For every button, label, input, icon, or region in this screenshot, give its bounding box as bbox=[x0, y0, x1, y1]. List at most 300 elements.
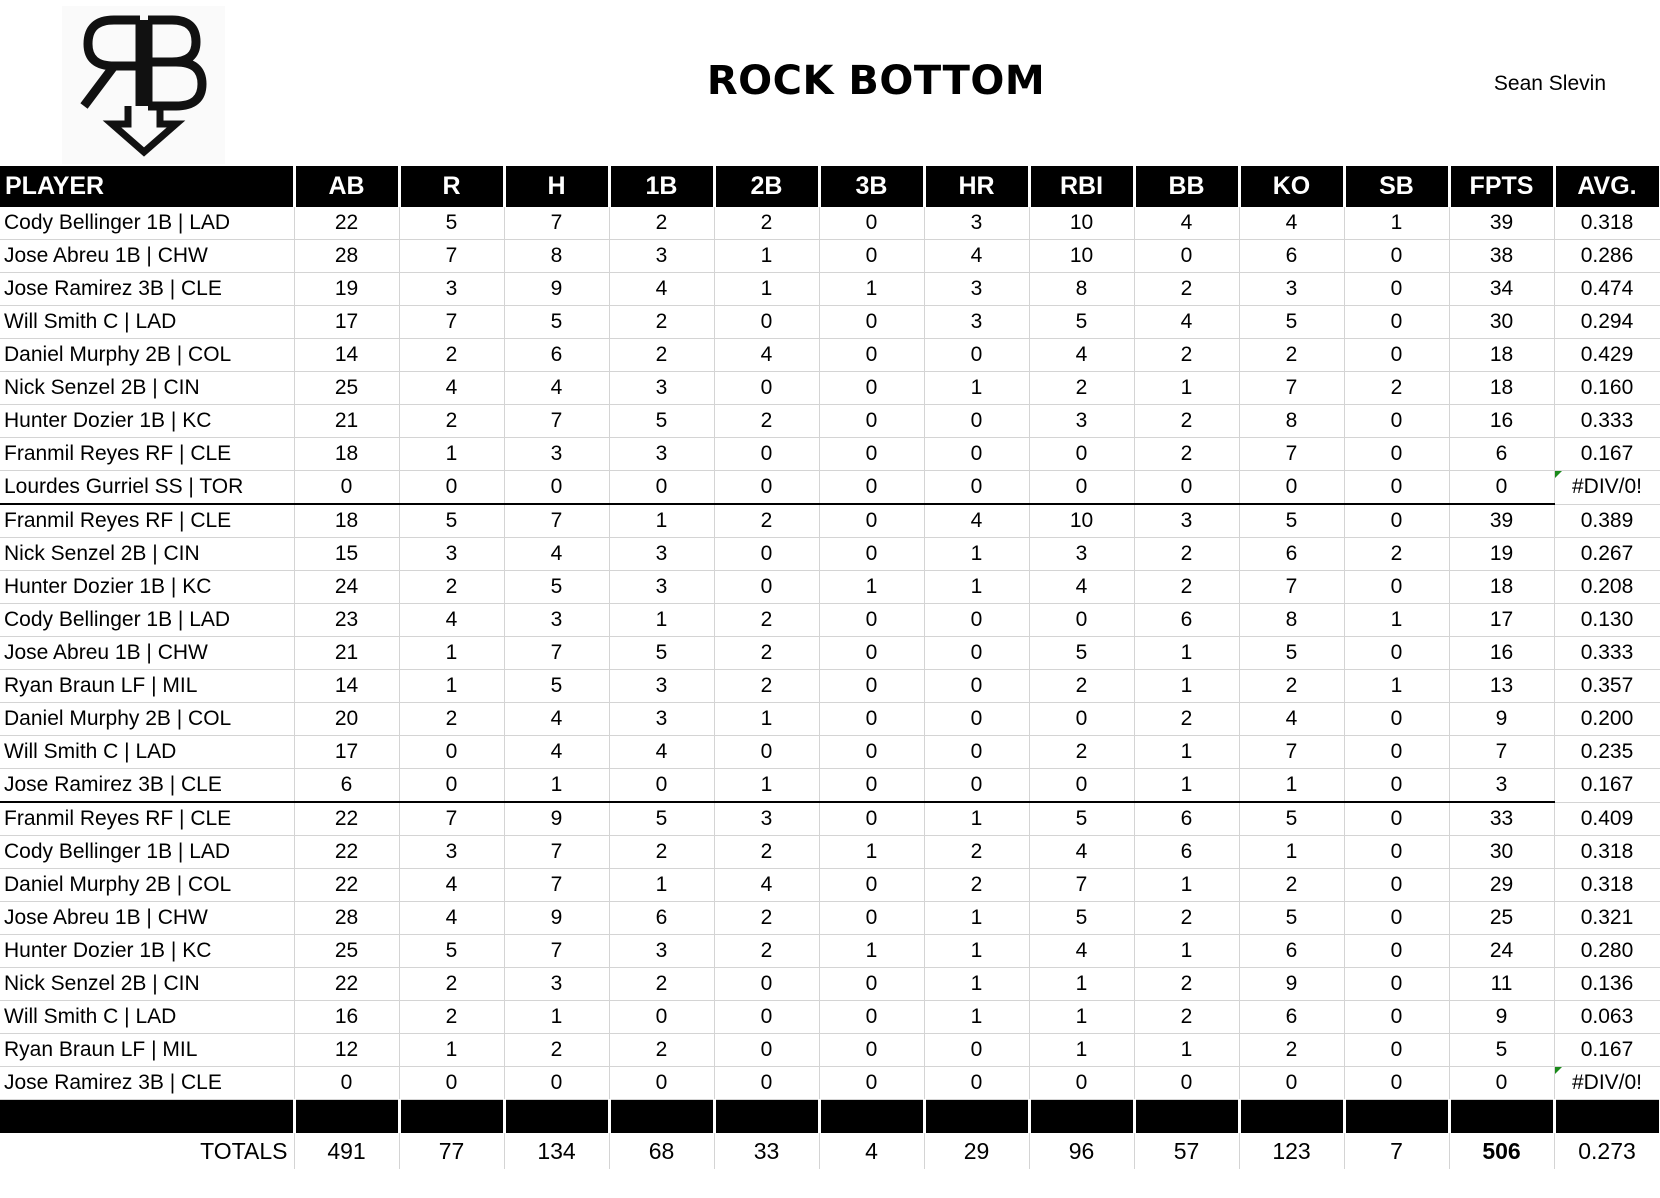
stat-cell[interactable]: 3 bbox=[399, 836, 504, 869]
stat-cell[interactable]: 7 bbox=[504, 504, 609, 538]
stat-cell[interactable]: 4 bbox=[714, 869, 819, 902]
stat-cell[interactable]: 4 bbox=[1029, 935, 1134, 968]
player-name-cell[interactable]: Franmil Reyes RF | CLE bbox=[0, 504, 294, 538]
stat-cell[interactable]: 2 bbox=[714, 670, 819, 703]
stat-cell[interactable]: 0 bbox=[924, 736, 1029, 769]
stat-cell[interactable]: 1 bbox=[819, 273, 924, 306]
stat-cell[interactable]: 3 bbox=[504, 604, 609, 637]
stat-cell[interactable]: 2 bbox=[1029, 670, 1134, 703]
stat-cell[interactable]: 5 bbox=[1239, 504, 1344, 538]
stat-cell[interactable]: 3 bbox=[609, 372, 714, 405]
stat-cell[interactable]: 6 bbox=[1134, 604, 1239, 637]
stat-cell[interactable]: 0 bbox=[1029, 604, 1134, 637]
stat-cell[interactable]: 11 bbox=[1449, 968, 1554, 1001]
stat-cell[interactable]: 28 bbox=[294, 902, 399, 935]
stat-cell[interactable]: 3 bbox=[924, 306, 1029, 339]
stat-cell[interactable]: 0 bbox=[714, 306, 819, 339]
stat-cell[interactable]: 3 bbox=[504, 438, 609, 471]
column-header[interactable]: AB bbox=[294, 166, 399, 207]
stat-cell[interactable]: 2 bbox=[714, 902, 819, 935]
stat-cell[interactable]: 5 bbox=[609, 802, 714, 836]
stat-cell[interactable]: 0 bbox=[924, 405, 1029, 438]
stat-cell[interactable]: 0 bbox=[1029, 769, 1134, 803]
stat-cell[interactable]: 0 bbox=[1344, 405, 1449, 438]
stat-cell[interactable]: 0 bbox=[1344, 869, 1449, 902]
stat-cell[interactable]: 6 bbox=[1239, 538, 1344, 571]
stat-cell[interactable]: 0 bbox=[399, 769, 504, 803]
stat-cell[interactable]: 3 bbox=[1239, 273, 1344, 306]
stat-cell[interactable]: 30 bbox=[1449, 306, 1554, 339]
stat-cell[interactable]: 4 bbox=[504, 703, 609, 736]
stat-cell[interactable]: 21 bbox=[294, 637, 399, 670]
player-name-cell[interactable]: Lourdes Gurriel SS | TOR bbox=[0, 471, 294, 505]
stat-cell[interactable]: 0 bbox=[819, 1067, 924, 1100]
stat-cell[interactable]: 3 bbox=[609, 538, 714, 571]
stat-cell[interactable]: 0 bbox=[924, 703, 1029, 736]
stat-cell[interactable]: 0.318 bbox=[1554, 207, 1660, 240]
stat-cell[interactable]: 6 bbox=[1239, 240, 1344, 273]
stat-cell[interactable]: 0 bbox=[924, 339, 1029, 372]
stat-cell[interactable]: 1 bbox=[1134, 736, 1239, 769]
stat-cell[interactable]: 0.409 bbox=[1554, 802, 1660, 836]
stat-cell[interactable]: 18 bbox=[294, 504, 399, 538]
stat-cell[interactable]: 3 bbox=[609, 571, 714, 604]
stat-cell[interactable]: 0 bbox=[1344, 836, 1449, 869]
stat-cell[interactable]: 5 bbox=[1449, 1034, 1554, 1067]
stat-cell[interactable]: 1 bbox=[1134, 637, 1239, 670]
stat-cell[interactable]: 1 bbox=[819, 935, 924, 968]
stat-cell[interactable]: 0 bbox=[1344, 968, 1449, 1001]
stat-cell[interactable]: 0 bbox=[714, 736, 819, 769]
column-header[interactable]: 1B bbox=[609, 166, 714, 207]
stat-cell[interactable]: #DIV/0! bbox=[1554, 471, 1660, 505]
stat-cell[interactable]: 7 bbox=[1449, 736, 1554, 769]
stat-cell[interactable]: 2 bbox=[1134, 902, 1239, 935]
stat-cell[interactable]: 16 bbox=[294, 1001, 399, 1034]
stat-cell[interactable]: 1 bbox=[924, 372, 1029, 405]
stat-cell[interactable]: 0 bbox=[714, 538, 819, 571]
stat-cell[interactable]: 5 bbox=[504, 571, 609, 604]
stat-cell[interactable]: 1 bbox=[504, 769, 609, 803]
stat-cell[interactable]: 2 bbox=[504, 1034, 609, 1067]
stat-cell[interactable]: 14 bbox=[294, 670, 399, 703]
stat-cell[interactable]: 0 bbox=[1449, 1067, 1554, 1100]
stat-cell[interactable]: 0 bbox=[1344, 1067, 1449, 1100]
player-name-cell[interactable]: Ryan Braun LF | MIL bbox=[0, 670, 294, 703]
player-name-cell[interactable]: Hunter Dozier 1B | KC bbox=[0, 405, 294, 438]
stat-cell[interactable]: 2 bbox=[1134, 571, 1239, 604]
player-name-cell[interactable]: Cody Bellinger 1B | LAD bbox=[0, 207, 294, 240]
player-name-cell[interactable]: Nick Senzel 2B | CIN bbox=[0, 968, 294, 1001]
stat-cell[interactable]: 12 bbox=[294, 1034, 399, 1067]
stat-cell[interactable]: 2 bbox=[399, 968, 504, 1001]
stat-cell[interactable]: 0 bbox=[714, 968, 819, 1001]
stat-cell[interactable]: 0 bbox=[1344, 902, 1449, 935]
stat-cell[interactable]: 2 bbox=[609, 339, 714, 372]
stat-cell[interactable]: 0 bbox=[1344, 736, 1449, 769]
total-cell[interactable]: 123 bbox=[1239, 1133, 1344, 1169]
stat-cell[interactable]: 9 bbox=[1449, 703, 1554, 736]
stat-cell[interactable]: 0.280 bbox=[1554, 935, 1660, 968]
stat-cell[interactable]: 0 bbox=[819, 306, 924, 339]
stat-cell[interactable]: 22 bbox=[294, 802, 399, 836]
stat-cell[interactable]: 0 bbox=[819, 637, 924, 670]
stat-cell[interactable]: 1 bbox=[924, 802, 1029, 836]
stat-cell[interactable]: 0 bbox=[609, 769, 714, 803]
stat-cell[interactable]: 4 bbox=[1134, 207, 1239, 240]
stat-cell[interactable]: 9 bbox=[504, 273, 609, 306]
stat-cell[interactable]: 0 bbox=[924, 1067, 1029, 1100]
stat-cell[interactable]: 1 bbox=[1134, 372, 1239, 405]
stat-cell[interactable]: 3 bbox=[609, 240, 714, 273]
stat-cell[interactable]: 3 bbox=[924, 207, 1029, 240]
stat-cell[interactable]: 33 bbox=[1449, 802, 1554, 836]
stat-cell[interactable]: 2 bbox=[609, 968, 714, 1001]
stat-cell[interactable]: 2 bbox=[1029, 372, 1134, 405]
stat-cell[interactable]: 14 bbox=[294, 339, 399, 372]
stat-cell[interactable]: 2 bbox=[1134, 538, 1239, 571]
stat-cell[interactable]: 0 bbox=[1344, 339, 1449, 372]
stat-cell[interactable]: 0 bbox=[1344, 504, 1449, 538]
stat-cell[interactable]: 10 bbox=[1029, 240, 1134, 273]
stat-cell[interactable]: 18 bbox=[294, 438, 399, 471]
stat-cell[interactable]: 9 bbox=[504, 902, 609, 935]
stat-cell[interactable]: 1 bbox=[1344, 670, 1449, 703]
column-header[interactable]: R bbox=[399, 166, 504, 207]
stat-cell[interactable]: 30 bbox=[1449, 836, 1554, 869]
stat-cell[interactable]: 2 bbox=[1134, 273, 1239, 306]
stat-cell[interactable]: 4 bbox=[1239, 207, 1344, 240]
stat-cell[interactable]: 0.063 bbox=[1554, 1001, 1660, 1034]
stat-cell[interactable]: 0 bbox=[1344, 1001, 1449, 1034]
stat-cell[interactable]: 0 bbox=[1344, 273, 1449, 306]
player-name-cell[interactable]: Daniel Murphy 2B | COL bbox=[0, 703, 294, 736]
stat-cell[interactable]: 4 bbox=[1029, 571, 1134, 604]
stat-cell[interactable]: 25 bbox=[294, 372, 399, 405]
stat-cell[interactable]: 1 bbox=[609, 604, 714, 637]
stat-cell[interactable]: 5 bbox=[399, 207, 504, 240]
stat-cell[interactable]: 5 bbox=[399, 504, 504, 538]
stat-cell[interactable]: 5 bbox=[399, 935, 504, 968]
total-cell[interactable]: 491 bbox=[294, 1133, 399, 1169]
stat-cell[interactable]: 3 bbox=[609, 438, 714, 471]
stat-cell[interactable]: 1 bbox=[924, 935, 1029, 968]
stat-cell[interactable]: 2 bbox=[1134, 405, 1239, 438]
column-header[interactable]: BB bbox=[1134, 166, 1239, 207]
total-cell[interactable]: 506 bbox=[1449, 1133, 1554, 1169]
stat-cell[interactable]: 0 bbox=[504, 1067, 609, 1100]
stat-cell[interactable]: 22 bbox=[294, 869, 399, 902]
stat-cell[interactable]: 1 bbox=[1344, 207, 1449, 240]
player-name-cell[interactable]: Daniel Murphy 2B | COL bbox=[0, 339, 294, 372]
stat-cell[interactable]: 7 bbox=[399, 240, 504, 273]
stat-cell[interactable]: 21 bbox=[294, 405, 399, 438]
totals-label[interactable]: TOTALS bbox=[0, 1133, 294, 1169]
stat-cell[interactable]: 6 bbox=[1134, 802, 1239, 836]
column-header[interactable]: PLAYER bbox=[0, 166, 294, 207]
stat-cell[interactable]: 2 bbox=[399, 339, 504, 372]
stat-cell[interactable]: 0 bbox=[924, 769, 1029, 803]
total-cell[interactable]: 0.273 bbox=[1554, 1133, 1660, 1169]
stat-cell[interactable]: 3 bbox=[1029, 538, 1134, 571]
stat-cell[interactable]: 0 bbox=[1344, 637, 1449, 670]
stat-cell[interactable]: 1 bbox=[399, 670, 504, 703]
stat-cell[interactable]: 1 bbox=[1344, 604, 1449, 637]
stat-cell[interactable]: 2 bbox=[399, 405, 504, 438]
stat-cell[interactable]: 1 bbox=[1134, 1034, 1239, 1067]
stat-cell[interactable]: 0 bbox=[714, 1034, 819, 1067]
stat-cell[interactable]: 0 bbox=[1239, 1067, 1344, 1100]
stat-cell[interactable]: 1 bbox=[1239, 769, 1344, 803]
stat-cell[interactable]: 8 bbox=[1239, 405, 1344, 438]
stat-cell[interactable]: 5 bbox=[1029, 802, 1134, 836]
stat-cell[interactable]: 5 bbox=[609, 637, 714, 670]
stat-cell[interactable]: 3 bbox=[504, 968, 609, 1001]
stat-cell[interactable]: 0 bbox=[399, 736, 504, 769]
stat-cell[interactable]: 1 bbox=[924, 968, 1029, 1001]
stat-cell[interactable]: 2 bbox=[399, 571, 504, 604]
stat-cell[interactable]: 0 bbox=[924, 1034, 1029, 1067]
stat-cell[interactable]: 6 bbox=[609, 902, 714, 935]
stat-cell[interactable]: 24 bbox=[294, 571, 399, 604]
stat-cell[interactable]: 0 bbox=[819, 968, 924, 1001]
stat-cell[interactable]: 0 bbox=[1344, 769, 1449, 803]
stat-cell[interactable]: 0.167 bbox=[1554, 438, 1660, 471]
stat-cell[interactable]: 0.333 bbox=[1554, 405, 1660, 438]
stat-cell[interactable]: 0 bbox=[714, 571, 819, 604]
stat-cell[interactable]: 22 bbox=[294, 207, 399, 240]
stat-cell[interactable]: 3 bbox=[1134, 504, 1239, 538]
stat-cell[interactable]: 0 bbox=[819, 703, 924, 736]
stat-cell[interactable]: 2 bbox=[714, 504, 819, 538]
stat-cell[interactable]: 2 bbox=[1239, 339, 1344, 372]
stat-cell[interactable]: 28 bbox=[294, 240, 399, 273]
stat-cell[interactable]: 2 bbox=[1029, 736, 1134, 769]
stat-cell[interactable]: 0 bbox=[819, 769, 924, 803]
stat-cell[interactable]: 7 bbox=[504, 935, 609, 968]
player-name-cell[interactable]: Jose Abreu 1B | CHW bbox=[0, 240, 294, 273]
stat-cell[interactable]: 5 bbox=[1239, 902, 1344, 935]
stat-cell[interactable]: 2 bbox=[399, 703, 504, 736]
stat-cell[interactable]: 4 bbox=[504, 372, 609, 405]
stat-cell[interactable]: 1 bbox=[1134, 935, 1239, 968]
stat-cell[interactable]: 0.235 bbox=[1554, 736, 1660, 769]
total-cell[interactable]: 96 bbox=[1029, 1133, 1134, 1169]
total-cell[interactable]: 57 bbox=[1134, 1133, 1239, 1169]
stat-cell[interactable]: 0 bbox=[1344, 438, 1449, 471]
stat-cell[interactable]: 2 bbox=[924, 869, 1029, 902]
stat-cell[interactable]: 0 bbox=[294, 1067, 399, 1100]
stat-cell[interactable]: 0 bbox=[714, 438, 819, 471]
stat-cell[interactable]: 0 bbox=[819, 438, 924, 471]
stat-cell[interactable]: 0.200 bbox=[1554, 703, 1660, 736]
stat-cell[interactable]: 0.429 bbox=[1554, 339, 1660, 372]
total-cell[interactable]: 4 bbox=[819, 1133, 924, 1169]
stat-cell[interactable]: 0.318 bbox=[1554, 836, 1660, 869]
stat-cell[interactable]: 0 bbox=[1029, 438, 1134, 471]
stat-cell[interactable]: 5 bbox=[1029, 637, 1134, 670]
stat-cell[interactable]: 0 bbox=[819, 604, 924, 637]
stat-cell[interactable]: 18 bbox=[1449, 571, 1554, 604]
stat-cell[interactable]: 0.318 bbox=[1554, 869, 1660, 902]
stat-cell[interactable]: 0 bbox=[1449, 471, 1554, 505]
stat-cell[interactable]: 0.130 bbox=[1554, 604, 1660, 637]
stat-cell[interactable]: 7 bbox=[1029, 869, 1134, 902]
stat-cell[interactable]: #DIV/0! bbox=[1554, 1067, 1660, 1100]
stat-cell[interactable]: 6 bbox=[1239, 1001, 1344, 1034]
stat-cell[interactable]: 7 bbox=[399, 306, 504, 339]
player-name-cell[interactable]: Daniel Murphy 2B | COL bbox=[0, 869, 294, 902]
stat-cell[interactable]: 9 bbox=[504, 802, 609, 836]
stat-cell[interactable]: 0 bbox=[609, 1067, 714, 1100]
stat-cell[interactable]: 4 bbox=[1134, 306, 1239, 339]
stat-cell[interactable]: 0 bbox=[924, 604, 1029, 637]
stat-cell[interactable]: 1 bbox=[819, 836, 924, 869]
stat-cell[interactable]: 25 bbox=[294, 935, 399, 968]
stat-cell[interactable]: 7 bbox=[504, 869, 609, 902]
stat-cell[interactable]: 0 bbox=[819, 405, 924, 438]
stat-cell[interactable]: 8 bbox=[1239, 604, 1344, 637]
stat-cell[interactable]: 0 bbox=[714, 471, 819, 505]
total-cell[interactable]: 33 bbox=[714, 1133, 819, 1169]
stat-cell[interactable]: 4 bbox=[924, 504, 1029, 538]
stat-cell[interactable]: 18 bbox=[1449, 372, 1554, 405]
stat-cell[interactable]: 5 bbox=[1239, 802, 1344, 836]
stat-cell[interactable]: 2 bbox=[714, 637, 819, 670]
player-name-cell[interactable]: Nick Senzel 2B | CIN bbox=[0, 538, 294, 571]
stat-cell[interactable]: 0.389 bbox=[1554, 504, 1660, 538]
stat-cell[interactable]: 2 bbox=[1239, 670, 1344, 703]
stat-cell[interactable]: 0 bbox=[924, 438, 1029, 471]
stat-cell[interactable]: 0 bbox=[1239, 471, 1344, 505]
stat-cell[interactable]: 0 bbox=[609, 1001, 714, 1034]
stat-cell[interactable]: 1 bbox=[924, 571, 1029, 604]
stat-cell[interactable]: 19 bbox=[1449, 538, 1554, 571]
player-name-cell[interactable]: Cody Bellinger 1B | LAD bbox=[0, 836, 294, 869]
column-header[interactable]: SB bbox=[1344, 166, 1449, 207]
stat-cell[interactable]: 0 bbox=[1344, 240, 1449, 273]
player-name-cell[interactable]: Will Smith C | LAD bbox=[0, 736, 294, 769]
stat-cell[interactable]: 4 bbox=[1029, 836, 1134, 869]
column-header[interactable]: AVG. bbox=[1554, 166, 1660, 207]
stat-cell[interactable]: 3 bbox=[924, 273, 1029, 306]
stat-cell[interactable]: 0 bbox=[819, 240, 924, 273]
stat-cell[interactable]: 0.333 bbox=[1554, 637, 1660, 670]
stat-cell[interactable]: 7 bbox=[1239, 372, 1344, 405]
stat-cell[interactable]: 2 bbox=[1239, 869, 1344, 902]
stat-cell[interactable]: 4 bbox=[1029, 339, 1134, 372]
stat-cell[interactable]: 0 bbox=[504, 471, 609, 505]
player-name-cell[interactable]: Nick Senzel 2B | CIN bbox=[0, 372, 294, 405]
stat-cell[interactable]: 17 bbox=[294, 306, 399, 339]
stat-cell[interactable]: 5 bbox=[504, 670, 609, 703]
stat-cell[interactable]: 0 bbox=[819, 902, 924, 935]
player-name-cell[interactable]: Ryan Braun LF | MIL bbox=[0, 1034, 294, 1067]
stat-cell[interactable]: 0.208 bbox=[1554, 571, 1660, 604]
stat-cell[interactable]: 39 bbox=[1449, 207, 1554, 240]
stat-cell[interactable]: 1 bbox=[1134, 869, 1239, 902]
stat-cell[interactable]: 22 bbox=[294, 968, 399, 1001]
total-cell[interactable]: 134 bbox=[504, 1133, 609, 1169]
stat-cell[interactable]: 2 bbox=[1134, 438, 1239, 471]
stat-cell[interactable]: 6 bbox=[1134, 836, 1239, 869]
stat-cell[interactable]: 4 bbox=[504, 736, 609, 769]
stat-cell[interactable]: 0 bbox=[1029, 471, 1134, 505]
stat-cell[interactable]: 3 bbox=[399, 538, 504, 571]
stat-cell[interactable]: 34 bbox=[1449, 273, 1554, 306]
stat-cell[interactable]: 6 bbox=[294, 769, 399, 803]
player-name-cell[interactable]: Cody Bellinger 1B | LAD bbox=[0, 604, 294, 637]
stat-cell[interactable]: 15 bbox=[294, 538, 399, 571]
stat-cell[interactable]: 2 bbox=[609, 1034, 714, 1067]
stat-cell[interactable]: 3 bbox=[1449, 769, 1554, 803]
player-name-cell[interactable]: Jose Abreu 1B | CHW bbox=[0, 637, 294, 670]
stat-cell[interactable]: 2 bbox=[1134, 703, 1239, 736]
stat-cell[interactable]: 7 bbox=[1239, 736, 1344, 769]
stat-cell[interactable]: 2 bbox=[1344, 538, 1449, 571]
stat-cell[interactable]: 29 bbox=[1449, 869, 1554, 902]
player-name-cell[interactable]: Jose Abreu 1B | CHW bbox=[0, 902, 294, 935]
stat-cell[interactable]: 0.286 bbox=[1554, 240, 1660, 273]
stat-cell[interactable]: 1 bbox=[714, 240, 819, 273]
stat-cell[interactable]: 4 bbox=[1239, 703, 1344, 736]
stat-cell[interactable]: 0 bbox=[1344, 471, 1449, 505]
stat-cell[interactable]: 1 bbox=[504, 1001, 609, 1034]
stat-cell[interactable]: 1 bbox=[1029, 1001, 1134, 1034]
stat-cell[interactable]: 0 bbox=[819, 504, 924, 538]
stat-cell[interactable]: 0 bbox=[819, 869, 924, 902]
stat-cell[interactable]: 1 bbox=[1029, 1034, 1134, 1067]
stat-cell[interactable]: 0 bbox=[1344, 1034, 1449, 1067]
stat-cell[interactable]: 3 bbox=[399, 273, 504, 306]
stat-cell[interactable]: 0 bbox=[819, 736, 924, 769]
stat-cell[interactable]: 2 bbox=[1134, 1001, 1239, 1034]
stat-cell[interactable]: 3 bbox=[1029, 405, 1134, 438]
stat-cell[interactable]: 5 bbox=[1029, 306, 1134, 339]
stat-cell[interactable]: 7 bbox=[399, 802, 504, 836]
stat-cell[interactable]: 1 bbox=[924, 902, 1029, 935]
stat-cell[interactable]: 0.167 bbox=[1554, 769, 1660, 803]
stat-cell[interactable]: 19 bbox=[294, 273, 399, 306]
stat-cell[interactable]: 17 bbox=[294, 736, 399, 769]
stat-cell[interactable]: 1 bbox=[1239, 836, 1344, 869]
stat-cell[interactable]: 2 bbox=[924, 836, 1029, 869]
stat-cell[interactable]: 1 bbox=[1134, 670, 1239, 703]
stat-cell[interactable]: 2 bbox=[714, 604, 819, 637]
stat-cell[interactable]: 5 bbox=[609, 405, 714, 438]
stat-cell[interactable]: 1 bbox=[714, 273, 819, 306]
stat-cell[interactable]: 20 bbox=[294, 703, 399, 736]
stat-cell[interactable]: 2 bbox=[609, 306, 714, 339]
stat-cell[interactable]: 1 bbox=[1029, 968, 1134, 1001]
stat-cell[interactable]: 1 bbox=[924, 1001, 1029, 1034]
stat-cell[interactable]: 8 bbox=[504, 240, 609, 273]
stat-cell[interactable]: 1 bbox=[714, 769, 819, 803]
stat-cell[interactable]: 10 bbox=[1029, 207, 1134, 240]
stat-cell[interactable]: 0 bbox=[714, 372, 819, 405]
stat-cell[interactable]: 1 bbox=[399, 1034, 504, 1067]
stat-cell[interactable]: 6 bbox=[504, 339, 609, 372]
stat-cell[interactable]: 13 bbox=[1449, 670, 1554, 703]
stat-cell[interactable]: 2 bbox=[1239, 1034, 1344, 1067]
stat-cell[interactable]: 3 bbox=[609, 703, 714, 736]
stat-cell[interactable]: 0 bbox=[1029, 1067, 1134, 1100]
stat-cell[interactable]: 38 bbox=[1449, 240, 1554, 273]
column-header[interactable]: RBI bbox=[1029, 166, 1134, 207]
column-header[interactable]: 2B bbox=[714, 166, 819, 207]
total-cell[interactable]: 29 bbox=[924, 1133, 1029, 1169]
stat-cell[interactable]: 23 bbox=[294, 604, 399, 637]
